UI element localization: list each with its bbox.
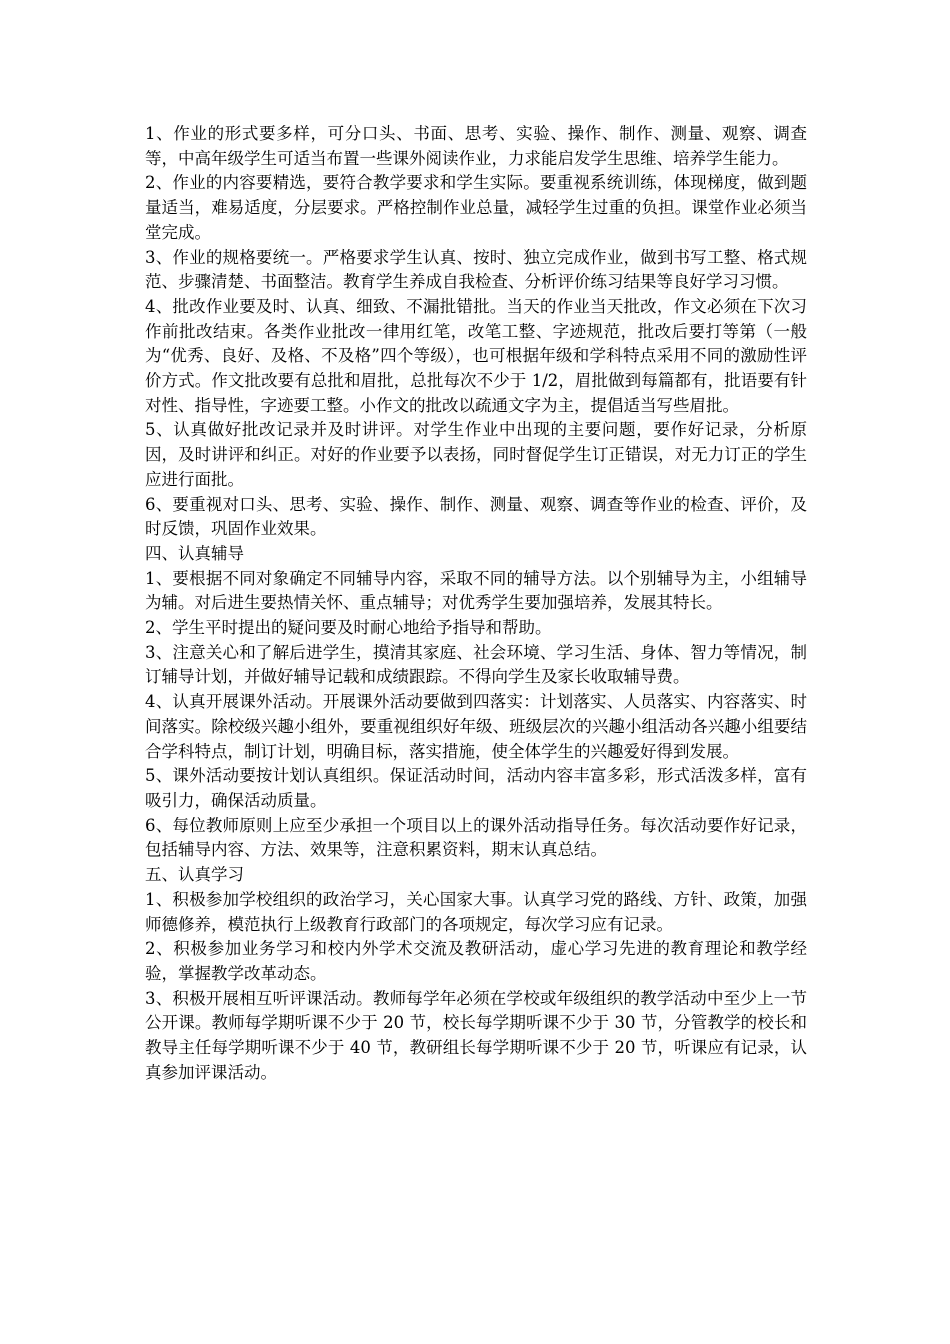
- paragraph-activity-organization: 5、课外活动要按计划认真组织。保证活动时间，活动内容丰富多彩，形式活泼多样，富有吸引力，确保活动质量。: [145, 766, 807, 810]
- paragraph-homework-content: 2、作业的内容要精选，要符合教学要求和学生实际。要重视系统训练，体现梯度，做到题量适当，难易适度，分层要求。严格控制作业总量，减轻学生过重的负担。课堂作业必须当堂完成。: [145, 173, 807, 242]
- paragraph-tutoring-content: 1、要根据不同对象确定不同辅导内容，采取不同的辅导方法。以个别辅导为主，小组辅导为辅。对后进生要热情关怀、重点辅导；对优秀学生要加强培养，发展其特长。: [145, 568, 807, 613]
- paragraph-lesson-observation: 3、积极开展相互听评课活动。教师每学年必须在学校或年级组织的教学活动中至少上一节公开课。教师每学期听课不少于 20 节，校长每学期听课不少于 30 节，分管教学的校长和教导主任每学期听课不少于 40 节，教研组长每学期听课不少于 20 节，听课应有记录，认真参加评课活动。: [145, 988, 807, 1082]
- paragraph-struggling-students: 3、注意关心和了解后进学生，摸清其家庭、社会环境、学习生活、身体、智力等情况，制订辅导计划，并做好辅导记载和成绩跟踪。不得向学生及家长收取辅导费。: [145, 642, 807, 687]
- paragraph-grading-record: 5、认真做好批改记录并及时讲评。对学生作业中出现的主要问题，要作好记录，分析原因，及时讲评和纠正。对好的作业要予以表扬，同时督促学生订正错误，对无力订正的学生应进行面批。: [145, 420, 807, 489]
- paragraph-political-study: 1、积极参加学校组织的政治学习，关心国家大事。认真学习党的路线、方针、政策，加强师德修养，模范执行上级教育行政部门的各项规定，每次学习应有记录。: [145, 889, 807, 934]
- paragraph-extracurricular: 4、认真开展课外活动。开展课外活动要做到四落实：计划落实、人员落实、内容落实、时间落实。除校级兴趣小组外，要重视组织好年级、班级层次的兴趣小组活动各兴趣小组要结合学科特点，制订计划，明确目标，落实措施，使全体学生的兴趣爱好得到发展。: [145, 692, 807, 761]
- section-heading-tutoring: 四、认真辅导: [145, 543, 244, 563]
- paragraph-professional-study: 2、积极参加业务学习和校内外学术交流及教研活动，虚心学习先进的教育理论和教学经验，掌握教学改革动态。: [145, 939, 807, 983]
- paragraph-homework-grading: 4、批改作业要及时、认真、细致、不漏批错批。当天的作业当天批改，作文必须在下次习作前批改结束。各类作业批改一律用红笔，改笔工整、字迹规范，批改后要打等第（一般为“优秀、良好、及格、不及格”四个等级），也可根据年级和学科特点采用不同的激励性评价方式。作文批改要有总批和眉批，总批每次不少于 1/2，眉批做到每篇都有，批语要有针对性、指导性，字迹要工整。小作文的批改以疏通文字为主，提倡适当写些眉批。: [145, 296, 807, 415]
- section-heading-study: 五、认真学习: [145, 865, 244, 885]
- paragraph-homework-form: 1、作业的形式要多样，可分口头、书面、思考、实验、操作、制作、测量、观察、调查等，中高年级学生可适当布置一些课外阅读作业，力求能启发学生思维、培养学生能力。: [145, 124, 807, 168]
- paragraph-homework-standard: 3、作业的规格要统一。严格要求学生认真、按时、独立完成作业，做到书写工整、格式规范、步骤清楚、书面整洁。教育学生养成自我检查、分析评价练习结果等良好学习习惯。: [145, 247, 807, 292]
- document-body: [145, 122, 807, 1085]
- paragraph-activity-guidance: 6、每位教师原则上应至少承担一个项目以上的课外活动指导任务。每次活动要作好记录，包括辅导内容、方法、效果等，注意积累资料，期末认真总结。: [145, 815, 807, 860]
- paragraph-student-questions: 2、学生平时提出的疑问要及时耐心地给予指导和帮助。: [145, 618, 552, 638]
- paragraph-homework-check: 6、要重视对口头、思考、实验、操作、制作、测量、观察、调查等作业的检查、评价，及时反馈，巩固作业效果。: [145, 494, 807, 539]
